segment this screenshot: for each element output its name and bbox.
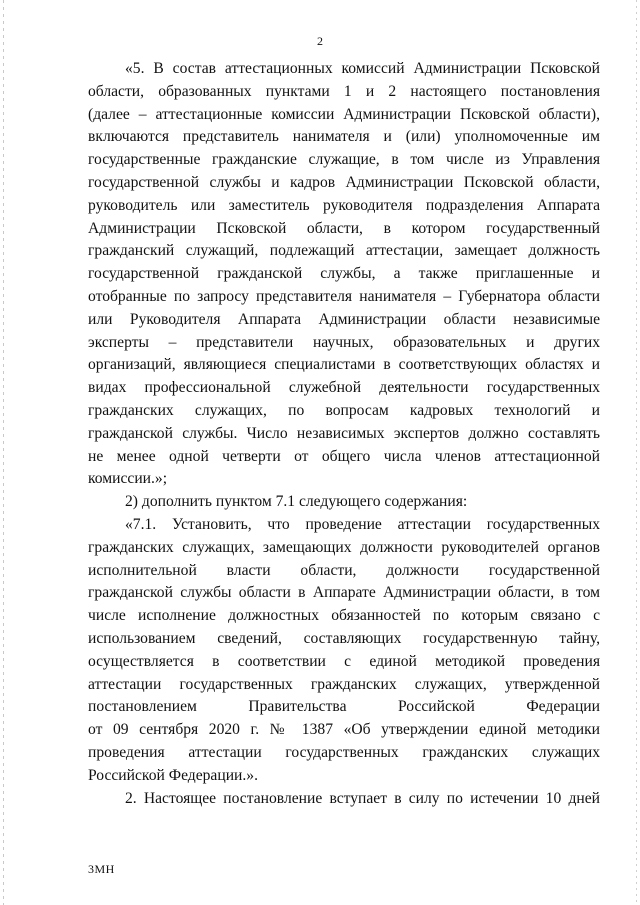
paragraph-p-item2	[88, 491, 600, 514]
text-line: видах профессиональной служебной деятельности государственных	[88, 379, 600, 397]
text-line: от 09 сентября 2020 г. № 1387 «Об утверждении единой методики	[88, 721, 600, 739]
paragraph-p5	[88, 58, 600, 491]
text-line: руководитель или заместитель руководителя подразделения Аппарата	[88, 196, 600, 214]
text-line: исполнительной власти области, должности государственной	[88, 561, 600, 579]
text-line: 2. Настоящее постановление вступает в силу по истечении 10 дней	[125, 789, 600, 807]
text-line: 2) дополнить пунктом 7.1 следующего содержания:	[125, 493, 468, 511]
text-line: государственной службы и кадров Администрации Псковской области,	[88, 173, 600, 191]
text-line: аттестации государственных гражданских служащих, утвержденной	[88, 675, 600, 693]
text-line: гражданской службы. Число независимых экспертов должно составлять	[88, 424, 600, 442]
text-line: осуществляется в соответствии с единой методикой проведения	[88, 652, 600, 670]
text-line: гражданских служащих, по вопросам кадровых технологий и	[88, 401, 600, 419]
paragraph-p-sec2	[88, 788, 600, 811]
text-line: использованием сведений, составляющих государственную тайну,	[88, 629, 600, 647]
text-line: организаций, являющиеся специалистами в соответствующих областях и	[88, 356, 600, 374]
text-line: государственные гражданские служащие, в том числе из Управления	[88, 151, 600, 169]
text-line: не менее одной четверти от общего числа членов аттестационной	[88, 447, 600, 465]
document-body	[88, 58, 600, 810]
text-line: постановлением Правительства Российской Федерации	[88, 698, 600, 716]
text-line: Российской Федерации.».	[88, 766, 258, 784]
text-line: (далее – аттестационные комиссии Администрации Псковской области),	[88, 105, 600, 123]
text-line: гражданской службы области в Аппарате Администрации области, в том	[88, 584, 600, 602]
text-line: области, образованных пунктами 1 и 2 настоящего постановления	[88, 82, 600, 100]
paragraph-p71	[88, 514, 600, 788]
text-line: отобранные по запросу представителя нанимателя – Губернатора области	[88, 287, 600, 305]
text-line: гражданских служащих, замещающих должности руководителей органов	[88, 538, 600, 556]
text-line: проведения аттестации государственных гражданских служащих	[88, 743, 600, 761]
text-line: «5. В состав аттестационных комиссий Администрации Псковской	[125, 60, 600, 77]
scan-edge-right	[636, 0, 637, 905]
text-line: государственной гражданской службы, а также приглашенные и	[88, 265, 600, 283]
scan-edge-left	[3, 0, 4, 905]
page-number: 2	[317, 34, 323, 48]
text-line: гражданский служащий, подлежащий аттестации, замещает должность	[88, 242, 600, 260]
text-line: Администрации Псковской области, в котором государственный	[88, 219, 600, 237]
text-line: комиссии.»;	[88, 470, 168, 488]
text-line: числе исполнение должностных обязанностей по которым связано с	[88, 607, 600, 625]
footer-mark: 3МН	[88, 862, 115, 876]
text-line: или Руководителя Аппарата Администрации области независимые	[88, 310, 600, 328]
text-line: «7.1. Установить, что проведение аттестации государственных	[125, 515, 600, 533]
text-line: эксперты – представители научных, образовательных и других	[88, 333, 600, 351]
text-line: включаются представитель нанимателя и (или) уполномоченные им	[88, 128, 600, 146]
